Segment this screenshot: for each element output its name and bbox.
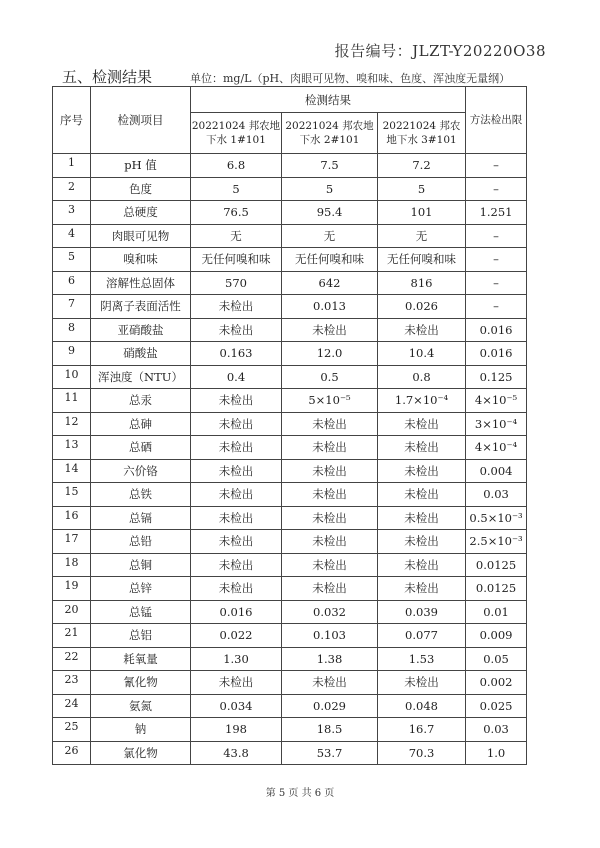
table-row xyxy=(53,436,527,460)
row-value-sample-2: 无 xyxy=(282,224,378,248)
row-detection-limit: 0.01 xyxy=(466,600,527,624)
row-value-sample-1: 76.5 xyxy=(191,201,282,225)
row-value-sample-1: 未检出 xyxy=(191,389,282,413)
row-seq: 25 xyxy=(53,718,91,742)
table-row xyxy=(53,295,527,319)
row-seq: 18 xyxy=(53,553,91,577)
row-seq: 4 xyxy=(53,224,91,248)
row-item: 阴离子表面活性 xyxy=(91,295,191,319)
row-item: 色度 xyxy=(91,177,191,201)
row-seq: 23 xyxy=(53,671,91,695)
row-detection-limit: 0.025 xyxy=(466,694,527,718)
section-title: 五、检测结果 xyxy=(62,68,153,86)
row-detection-limit: – xyxy=(466,295,527,319)
row-value-sample-3: 无 xyxy=(378,224,466,248)
row-detection-limit: 0.009 xyxy=(466,624,527,648)
table-row xyxy=(53,318,527,342)
row-value-sample-1: 未检出 xyxy=(191,436,282,460)
row-seq: 19 xyxy=(53,577,91,601)
row-value-sample-3: 未检出 xyxy=(378,553,466,577)
unit-note: 单位：mg/L（pH、肉眼可见物、嗅和味、色度、浑浊度无量纲） xyxy=(190,72,511,85)
row-seq: 2 xyxy=(53,177,91,201)
row-value-sample-1: 0.022 xyxy=(191,624,282,648)
row-value-sample-1: 198 xyxy=(191,718,282,742)
row-value-sample-3: 未检出 xyxy=(378,436,466,460)
table-row xyxy=(53,483,527,507)
table-row xyxy=(53,177,527,201)
row-value-sample-3: 101 xyxy=(378,201,466,225)
row-detection-limit: 0.5×10⁻³ xyxy=(466,506,527,530)
row-seq: 17 xyxy=(53,530,91,554)
row-item: 嗅和味 xyxy=(91,248,191,272)
row-seq: 8 xyxy=(53,318,91,342)
row-seq: 16 xyxy=(53,506,91,530)
row-seq: 13 xyxy=(53,436,91,460)
row-value-sample-1: 无 xyxy=(191,224,282,248)
row-value-sample-3: 未检出 xyxy=(378,506,466,530)
header-seq: 序号 xyxy=(53,87,91,154)
row-item: 总硬度 xyxy=(91,201,191,225)
row-detection-limit: 0.016 xyxy=(466,342,527,366)
row-value-sample-2: 95.4 xyxy=(282,201,378,225)
row-value-sample-2: 0.029 xyxy=(282,694,378,718)
row-detection-limit: 4×10⁻⁴ xyxy=(466,436,527,460)
table-row xyxy=(53,389,527,413)
row-seq: 26 xyxy=(53,741,91,765)
row-item: 肉眼可见物 xyxy=(91,224,191,248)
row-value-sample-2: 0.103 xyxy=(282,624,378,648)
row-value-sample-2: 53.7 xyxy=(282,741,378,765)
row-item: 氰化物 xyxy=(91,671,191,695)
row-seq: 6 xyxy=(53,271,91,295)
row-detection-limit: – xyxy=(466,248,527,272)
row-item: 浑浊度（NTU） xyxy=(91,365,191,389)
row-value-sample-2: 未检出 xyxy=(282,671,378,695)
row-item: 总锰 xyxy=(91,600,191,624)
row-detection-limit: 4×10⁻⁵ xyxy=(466,389,527,413)
row-item: 总锌 xyxy=(91,577,191,601)
row-value-sample-2: 0.013 xyxy=(282,295,378,319)
row-value-sample-1: 未检出 xyxy=(191,483,282,507)
header-results: 检测结果 xyxy=(191,87,466,113)
row-seq: 21 xyxy=(53,624,91,648)
row-value-sample-3: 未检出 xyxy=(378,577,466,601)
header-sample-1: 20221024 邦农地下水 1#101 xyxy=(191,113,282,154)
row-value-sample-1: 未检出 xyxy=(191,530,282,554)
table-row xyxy=(53,201,527,225)
table-row xyxy=(53,647,527,671)
row-value-sample-1: 0.016 xyxy=(191,600,282,624)
row-seq: 3 xyxy=(53,201,91,225)
row-seq: 15 xyxy=(53,483,91,507)
row-item: pH 值 xyxy=(91,154,191,178)
row-value-sample-2: 未检出 xyxy=(282,459,378,483)
row-value-sample-2: 7.5 xyxy=(282,154,378,178)
row-item: 总汞 xyxy=(91,389,191,413)
row-detection-limit: – xyxy=(466,177,527,201)
row-value-sample-2: 12.0 xyxy=(282,342,378,366)
row-detection-limit: 2.5×10⁻³ xyxy=(466,530,527,554)
table-row xyxy=(53,530,527,554)
row-value-sample-1: 未检出 xyxy=(191,506,282,530)
row-detection-limit: – xyxy=(466,271,527,295)
row-value-sample-2: 未检出 xyxy=(282,436,378,460)
row-detection-limit: 0.05 xyxy=(466,647,527,671)
row-item: 总铁 xyxy=(91,483,191,507)
row-item: 钠 xyxy=(91,718,191,742)
row-value-sample-1: 未检出 xyxy=(191,295,282,319)
table-row xyxy=(53,600,527,624)
table-row xyxy=(53,694,527,718)
table-row xyxy=(53,365,527,389)
row-item: 亚硝酸盐 xyxy=(91,318,191,342)
row-value-sample-1: 未检出 xyxy=(191,318,282,342)
row-item: 氨氮 xyxy=(91,694,191,718)
header-sample-3: 20221024 邦农地下水 3#101 xyxy=(378,113,466,154)
row-value-sample-3: 0.077 xyxy=(378,624,466,648)
row-seq: 1 xyxy=(53,154,91,178)
row-value-sample-3: 16.7 xyxy=(378,718,466,742)
row-value-sample-2: 0.032 xyxy=(282,600,378,624)
row-value-sample-1: 570 xyxy=(191,271,282,295)
row-value-sample-2: 未检出 xyxy=(282,412,378,436)
table-row xyxy=(53,248,527,272)
row-value-sample-3: 0.026 xyxy=(378,295,466,319)
row-value-sample-3: 未检出 xyxy=(378,483,466,507)
table-row xyxy=(53,718,527,742)
table-row xyxy=(53,224,527,248)
row-value-sample-2: 0.5 xyxy=(282,365,378,389)
row-detection-limit: 0.016 xyxy=(466,318,527,342)
table-row xyxy=(53,506,527,530)
row-seq: 14 xyxy=(53,459,91,483)
row-value-sample-3: 1.53 xyxy=(378,647,466,671)
row-value-sample-3: 0.048 xyxy=(378,694,466,718)
row-value-sample-3: 1.7×10⁻⁴ xyxy=(378,389,466,413)
row-item: 总铜 xyxy=(91,553,191,577)
table-row xyxy=(53,154,527,178)
table-row xyxy=(53,342,527,366)
row-detection-limit: 1.251 xyxy=(466,201,527,225)
row-seq: 11 xyxy=(53,389,91,413)
row-detection-limit: – xyxy=(466,154,527,178)
row-item: 总铝 xyxy=(91,624,191,648)
row-value-sample-1: 0.034 xyxy=(191,694,282,718)
row-seq: 12 xyxy=(53,412,91,436)
row-value-sample-2: 5 xyxy=(282,177,378,201)
row-seq: 9 xyxy=(53,342,91,366)
row-detection-limit: 0.125 xyxy=(466,365,527,389)
header-item: 检测项目 xyxy=(91,87,191,154)
row-value-sample-3: 无任何嗅和味 xyxy=(378,248,466,272)
row-detection-limit: 0.002 xyxy=(466,671,527,695)
results-table xyxy=(52,86,527,765)
row-value-sample-3: 0.8 xyxy=(378,365,466,389)
row-value-sample-1: 未检出 xyxy=(191,412,282,436)
row-value-sample-2: 642 xyxy=(282,271,378,295)
row-item: 总镉 xyxy=(91,506,191,530)
row-item: 总砷 xyxy=(91,412,191,436)
row-detection-limit: 0.03 xyxy=(466,718,527,742)
row-seq: 10 xyxy=(53,365,91,389)
row-detection-limit: 3×10⁻⁴ xyxy=(466,412,527,436)
table-row xyxy=(53,624,527,648)
row-seq: 24 xyxy=(53,694,91,718)
row-seq: 22 xyxy=(53,647,91,671)
page-footer: 第 5 页 共 6 页 xyxy=(265,788,335,799)
row-detection-limit: 0.004 xyxy=(466,459,527,483)
row-value-sample-1: 未检出 xyxy=(191,671,282,695)
table-row xyxy=(53,671,527,695)
row-value-sample-1: 未检出 xyxy=(191,577,282,601)
row-detection-limit: 0.0125 xyxy=(466,577,527,601)
row-item: 总硒 xyxy=(91,436,191,460)
row-detection-limit: 0.0125 xyxy=(466,553,527,577)
row-detection-limit: 1.0 xyxy=(466,741,527,765)
row-value-sample-3: 816 xyxy=(378,271,466,295)
row-item: 六价铬 xyxy=(91,459,191,483)
row-value-sample-1: 0.163 xyxy=(191,342,282,366)
row-seq: 5 xyxy=(53,248,91,272)
row-value-sample-3: 未检出 xyxy=(378,671,466,695)
row-value-sample-3: 7.2 xyxy=(378,154,466,178)
row-value-sample-3: 未检出 xyxy=(378,530,466,554)
row-value-sample-2: 未检出 xyxy=(282,553,378,577)
header-limit: 方法检出限 xyxy=(466,87,527,154)
row-value-sample-3: 未检出 xyxy=(378,318,466,342)
row-value-sample-1: 未检出 xyxy=(191,553,282,577)
row-value-sample-3: 未检出 xyxy=(378,412,466,436)
row-value-sample-2: 未检出 xyxy=(282,506,378,530)
header-sample-2: 20221024 邦农地下水 2#101 xyxy=(282,113,378,154)
row-value-sample-2: 无任何嗅和味 xyxy=(282,248,378,272)
row-value-sample-1: 6.8 xyxy=(191,154,282,178)
row-detection-limit: 0.03 xyxy=(466,483,527,507)
row-value-sample-3: 未检出 xyxy=(378,459,466,483)
row-value-sample-2: 未检出 xyxy=(282,530,378,554)
row-value-sample-3: 5 xyxy=(378,177,466,201)
table-row xyxy=(53,271,527,295)
row-value-sample-3: 70.3 xyxy=(378,741,466,765)
row-value-sample-2: 未检出 xyxy=(282,318,378,342)
row-seq: 20 xyxy=(53,600,91,624)
table-row xyxy=(53,553,527,577)
report-number: 报告编号：JLZT-Y20220O38 xyxy=(334,42,546,60)
row-value-sample-2: 5×10⁻⁵ xyxy=(282,389,378,413)
table-row xyxy=(53,412,527,436)
row-value-sample-1: 0.4 xyxy=(191,365,282,389)
table-row xyxy=(53,741,527,765)
row-value-sample-1: 未检出 xyxy=(191,459,282,483)
row-value-sample-2: 18.5 xyxy=(282,718,378,742)
row-value-sample-1: 5 xyxy=(191,177,282,201)
row-item: 溶解性总固体 xyxy=(91,271,191,295)
row-value-sample-1: 无任何嗅和味 xyxy=(191,248,282,272)
row-value-sample-2: 1.38 xyxy=(282,647,378,671)
row-item: 氯化物 xyxy=(91,741,191,765)
table-row xyxy=(53,577,527,601)
row-value-sample-2: 未检出 xyxy=(282,577,378,601)
row-item: 硝酸盐 xyxy=(91,342,191,366)
row-item: 总铅 xyxy=(91,530,191,554)
row-value-sample-1: 43.8 xyxy=(191,741,282,765)
row-item: 耗氧量 xyxy=(91,647,191,671)
table-row xyxy=(53,459,527,483)
row-value-sample-3: 10.4 xyxy=(378,342,466,366)
row-detection-limit: – xyxy=(466,224,527,248)
row-value-sample-3: 0.039 xyxy=(378,600,466,624)
row-value-sample-2: 未检出 xyxy=(282,483,378,507)
row-value-sample-1: 1.30 xyxy=(191,647,282,671)
row-seq: 7 xyxy=(53,295,91,319)
